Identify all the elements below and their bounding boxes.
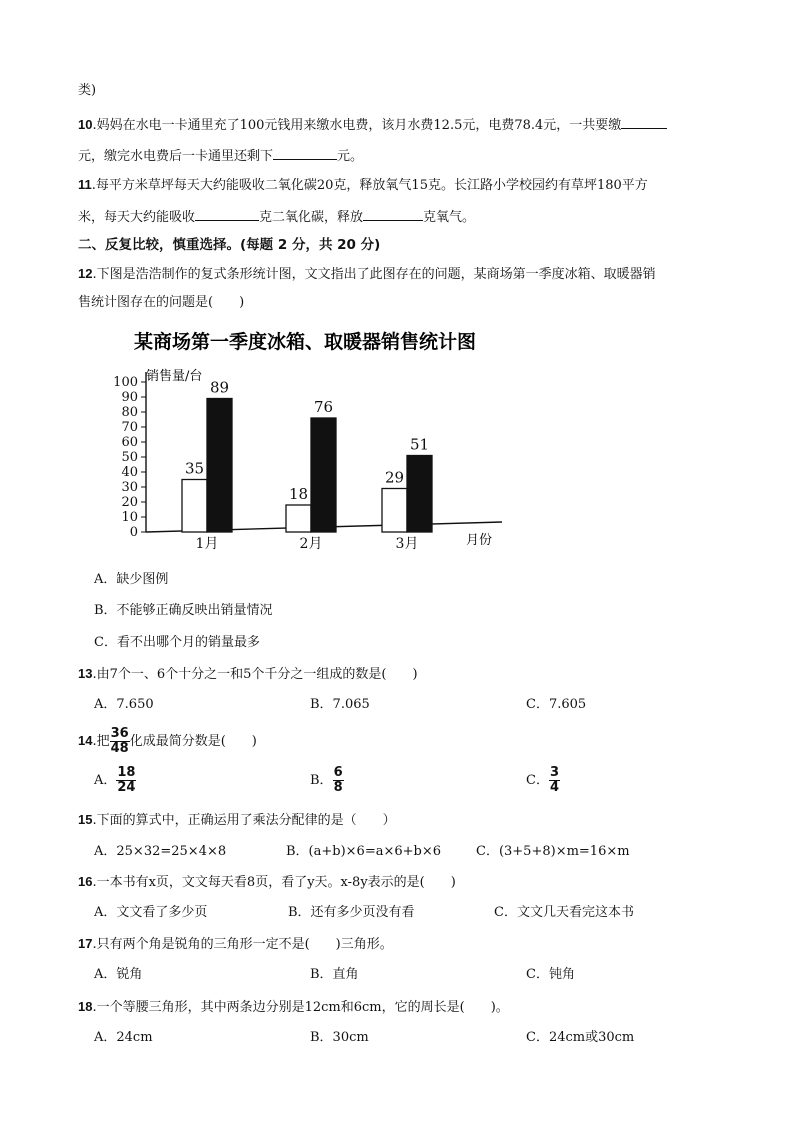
option-c[interactable]: C．24cm或30cm <box>526 1030 635 1045</box>
y-tick-label: 30 <box>121 480 138 495</box>
question-11-line-2 <box>78 206 475 227</box>
question-number: 13 <box>78 666 93 681</box>
question-13 <box>78 665 418 684</box>
question-number: 15 <box>78 812 93 827</box>
y-tick-label: 40 <box>121 465 138 480</box>
x-tick-label: 1月 <box>195 536 219 552</box>
data-label: 89 <box>209 378 230 397</box>
question-text: .每平方米草坪每天大约能吸收二氧化碳20克，释放氧气15克。长江路小学校园约有草坪180平方 <box>91 178 648 193</box>
option-c[interactable]: C．钝角 <box>526 967 575 982</box>
question-12-line-1 <box>78 265 656 284</box>
x-tick-label: 2月 <box>299 536 323 552</box>
fraction-numerator: 3 <box>549 765 559 780</box>
data-label: 76 <box>313 398 334 416</box>
question-text: .下图是浩浩制作的复式条形统计图，文文指出了此图存在的问题，某商场第一季度冰箱、取暖器销 <box>92 267 656 282</box>
option-a[interactable]: A．24cm <box>94 1030 153 1045</box>
question-15 <box>78 811 396 830</box>
question-text: .一个等腰三角形，其中两条边分别是12cm和6cm，它的周长是( )。 <box>92 1000 509 1015</box>
bar <box>382 489 407 533</box>
question-text: 克氧气。 <box>423 210 476 225</box>
question-number: 18 <box>78 999 93 1014</box>
data-label: 29 <box>384 468 405 487</box>
data-label: 51 <box>409 435 430 454</box>
data-label: 35 <box>184 459 205 478</box>
section-heading: 二、反复比较，慎重选择。(每题 2 分，共 20 分) <box>78 237 381 253</box>
question-number: 14 <box>78 733 93 748</box>
fraction-numerator: 6 <box>333 765 343 780</box>
question-10-line-1 <box>78 114 667 135</box>
question-17 <box>78 935 393 954</box>
option-b[interactable] <box>310 764 344 798</box>
fraction <box>116 766 136 795</box>
y-tick-label: 100 <box>113 375 138 390</box>
option-a[interactable]: A．文文看了多少页 <box>94 905 208 920</box>
option-label: B． <box>310 773 333 788</box>
question-10-line-2 <box>78 145 363 166</box>
question-text: 米，每天大约能吸收 <box>78 210 196 225</box>
y-tick-label: 80 <box>121 405 138 420</box>
question-text: .把 <box>92 734 110 749</box>
question-12-line-2 <box>78 294 244 312</box>
answer-blank[interactable] <box>621 114 667 129</box>
fraction <box>549 766 560 795</box>
bar <box>311 418 336 532</box>
x-axis-label: 月份 <box>466 533 493 548</box>
y-tick-label: 70 <box>121 420 138 435</box>
y-tick-label: 50 <box>121 450 138 465</box>
question-number: 10 <box>78 117 93 132</box>
fraction <box>110 727 130 756</box>
fraction <box>333 766 344 795</box>
option-a[interactable]: A．缺少图例 <box>94 572 169 587</box>
question-18 <box>78 998 509 1017</box>
question-number: 12 <box>78 266 93 281</box>
option-b[interactable]: B．直角 <box>310 967 359 982</box>
question-text: 化成最简分数是( ) <box>129 734 257 749</box>
option-b[interactable]: B．30cm <box>310 1030 369 1045</box>
y-tick-label: 90 <box>121 390 138 405</box>
question-number: 16 <box>78 874 93 889</box>
question-11-line-1 <box>78 176 648 195</box>
question-text: 元，缴完水电费后一卡通里还剩下 <box>78 149 274 164</box>
y-tick-label: 0 <box>129 525 138 540</box>
option-b[interactable]: B．(a+b)×6=a×6+b×6 <box>286 844 442 859</box>
option-c[interactable]: C．看不出哪个月的销量最多 <box>94 635 260 650</box>
answer-blank[interactable] <box>363 206 423 221</box>
y-tick-label: 20 <box>121 495 138 510</box>
option-a[interactable] <box>94 764 136 798</box>
fraction-denominator: 8 <box>333 780 343 795</box>
option-b[interactable]: B．还有多少页没有看 <box>288 905 415 920</box>
data-label: 18 <box>288 485 309 503</box>
option-c[interactable]: C．7.605 <box>526 697 587 712</box>
y-axis-label: 销售量/台 <box>146 369 203 384</box>
option-c[interactable]: C．(3+5+8)×m=16×m <box>476 844 630 859</box>
option-c[interactable] <box>526 764 560 798</box>
question-text: .只有两个角是锐角的三角形一定不是( )三角形。 <box>92 937 393 952</box>
option-a[interactable]: A．25×32=25×4×8 <box>94 844 227 859</box>
question-text: 售统计图存在的问题是( ) <box>78 295 245 310</box>
chart-title: 某商场第一季度冰箱、取暖器销售统计图 <box>134 331 477 353</box>
bar <box>407 456 432 533</box>
fraction-numerator: 18 <box>117 765 136 780</box>
x-tick-label: 3月 <box>395 536 419 552</box>
bar <box>182 480 207 533</box>
question-text: .下面的算式中，正确运用了乘法分配律的是（ ） <box>92 813 396 828</box>
answer-blank[interactable] <box>273 145 337 160</box>
option-label: C． <box>526 773 549 788</box>
fraction-denominator: 24 <box>117 780 136 795</box>
option-b[interactable]: B．不能够正确反映出销量情况 <box>94 603 273 618</box>
question-14 <box>78 724 257 759</box>
question-text: .由7个一、6个十分之一和5个千分之一组成的数是( ) <box>92 667 418 682</box>
question-text: 克二氧化碳，释放 <box>259 210 364 225</box>
option-b[interactable]: B．7.065 <box>310 697 370 712</box>
question-number: 11 <box>78 177 92 192</box>
answer-blank[interactable] <box>195 206 259 221</box>
bar <box>286 505 311 532</box>
option-label: A． <box>94 773 117 788</box>
question-16 <box>78 873 456 892</box>
option-a[interactable]: A．7.650 <box>94 697 154 712</box>
bar <box>207 399 232 533</box>
fraction-denominator: 4 <box>549 780 559 795</box>
option-c[interactable]: C．文文几天看完这本书 <box>494 905 634 920</box>
option-a[interactable]: A．锐角 <box>94 967 143 982</box>
fraction-numerator: 36 <box>110 726 129 741</box>
question-number: 17 <box>78 936 93 951</box>
question-text: .妈妈在水电一卡通里充了100元钱用来缴水电费，该月水费12.5元，电费78.4元，一共要缴 <box>92 118 622 133</box>
fraction-denominator: 48 <box>110 741 129 756</box>
question-text: .一本书有x页，文文每天看8页，看了y天。x-8y表示的是( ) <box>92 875 456 890</box>
continued-text-fragment: 类) <box>78 83 97 98</box>
bar-chart <box>100 322 520 558</box>
y-tick-label: 60 <box>121 435 138 450</box>
y-tick-label: 10 <box>121 510 138 525</box>
question-text: 元。 <box>337 149 364 164</box>
